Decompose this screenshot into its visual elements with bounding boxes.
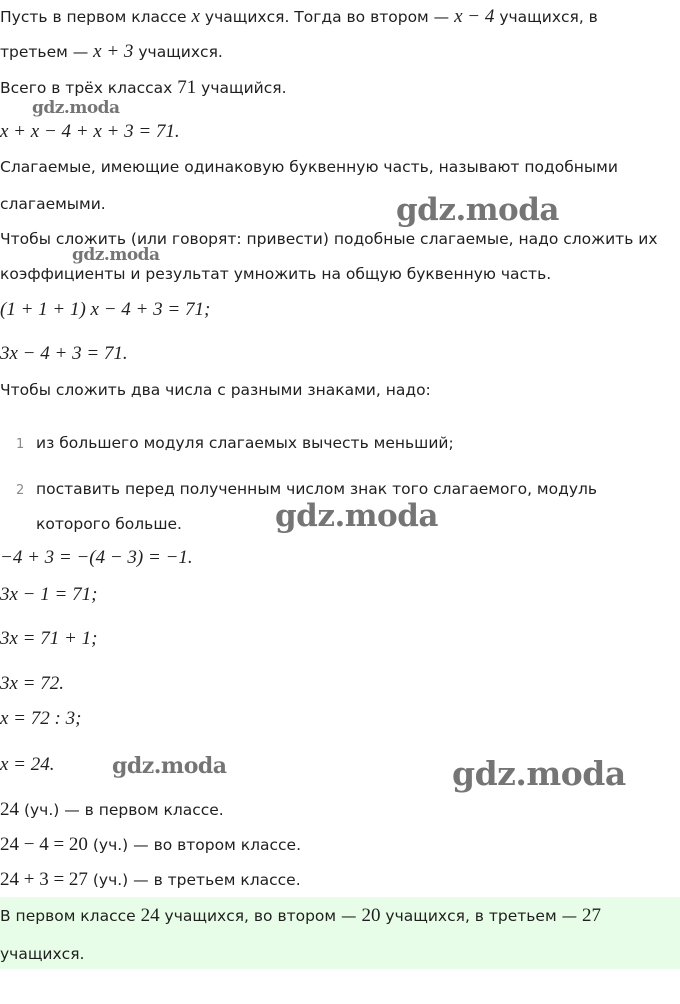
equation: 3x = 72. xyxy=(0,673,65,694)
math-variable: x xyxy=(191,6,200,27)
text: учащийся. xyxy=(201,79,287,97)
list-text: поставить перед полученным числом знак того слагаемого, модуль xyxy=(36,480,598,498)
math-expression: 24 − 4 = 20 xyxy=(0,834,88,855)
watermark: gdz.moda xyxy=(72,245,160,265)
watermark: gdz.moda xyxy=(396,192,559,228)
text: учащихся, в третьем — xyxy=(385,907,578,925)
text: учащихся, во втором — xyxy=(164,907,357,925)
signs-intro: Чтобы сложить два числа с разными знаками, надо: xyxy=(0,381,431,399)
rule-line-2: коэффициенты и результат умножить на общую буквенную часть. xyxy=(0,265,552,283)
result-line-1 xyxy=(0,799,224,821)
math-number: 71 xyxy=(177,77,197,98)
watermark: gdz.moda xyxy=(452,754,626,793)
watermark: gdz.moda xyxy=(275,498,438,534)
list-text: из большего модуля слагаемых вычесть меньший; xyxy=(36,434,454,452)
watermark: gdz.moda xyxy=(112,753,227,779)
text: третьем — xyxy=(0,43,89,61)
intro-line-2 xyxy=(0,41,223,63)
math-number: 24 xyxy=(0,799,19,820)
result-line-3 xyxy=(0,869,301,891)
math-expression: 24 + 3 = 27 xyxy=(0,869,88,890)
definition-line-1: Слагаемые, имеющие одинаковую буквенную часть, называют подобными xyxy=(0,158,618,176)
equation: −4 + 3 = −(4 − 3) = −1. xyxy=(0,547,193,568)
text: учащихся, в xyxy=(499,8,598,26)
list-number: 2 xyxy=(16,483,25,498)
math-number: 27 xyxy=(582,905,602,926)
text: В первом классе xyxy=(0,907,136,925)
intro-line-1 xyxy=(0,6,598,28)
equation: x = 72 : 3; xyxy=(0,708,82,729)
result-line-2 xyxy=(0,834,301,856)
watermark: gdz.moda xyxy=(32,98,120,118)
text: учащихся. xyxy=(138,43,223,61)
equation: 3x − 4 + 3 = 71. xyxy=(0,343,128,364)
equation: 3x = 71 + 1; xyxy=(0,628,98,649)
math-number: 24 xyxy=(140,905,160,926)
answer-line-2: учащихся. xyxy=(0,945,85,963)
equation: 3x − 1 = 71; xyxy=(0,584,98,605)
math-number: 20 xyxy=(361,905,381,926)
definition-line-2: слагаемыми. xyxy=(0,195,106,213)
equation: x + x − 4 + x + 3 = 71. xyxy=(0,121,180,142)
total-line xyxy=(0,77,287,99)
math-expression: x − 4 xyxy=(454,6,495,27)
text: (уч.) — во втором классе. xyxy=(92,836,301,854)
text: учащихся. Тогда во втором — xyxy=(204,8,450,26)
equation: x = 24. xyxy=(0,754,55,775)
text: (уч.) — в третьем классе. xyxy=(92,871,301,889)
rule-line-1: Чтобы сложить (или говорят: привести) подобные слагаемые, надо сложить их xyxy=(0,230,658,248)
list-number: 1 xyxy=(16,437,25,452)
text: (уч.) — в первом классе. xyxy=(23,801,224,819)
equation: (1 + 1 + 1) x − 4 + 3 = 71; xyxy=(0,299,211,320)
math-expression: x + 3 xyxy=(93,41,134,62)
text: Пусть в первом классе xyxy=(0,8,187,26)
text: Всего в трёх классах xyxy=(0,79,173,97)
list-text: которого больше. xyxy=(36,515,182,533)
answer-line-1 xyxy=(0,905,601,927)
